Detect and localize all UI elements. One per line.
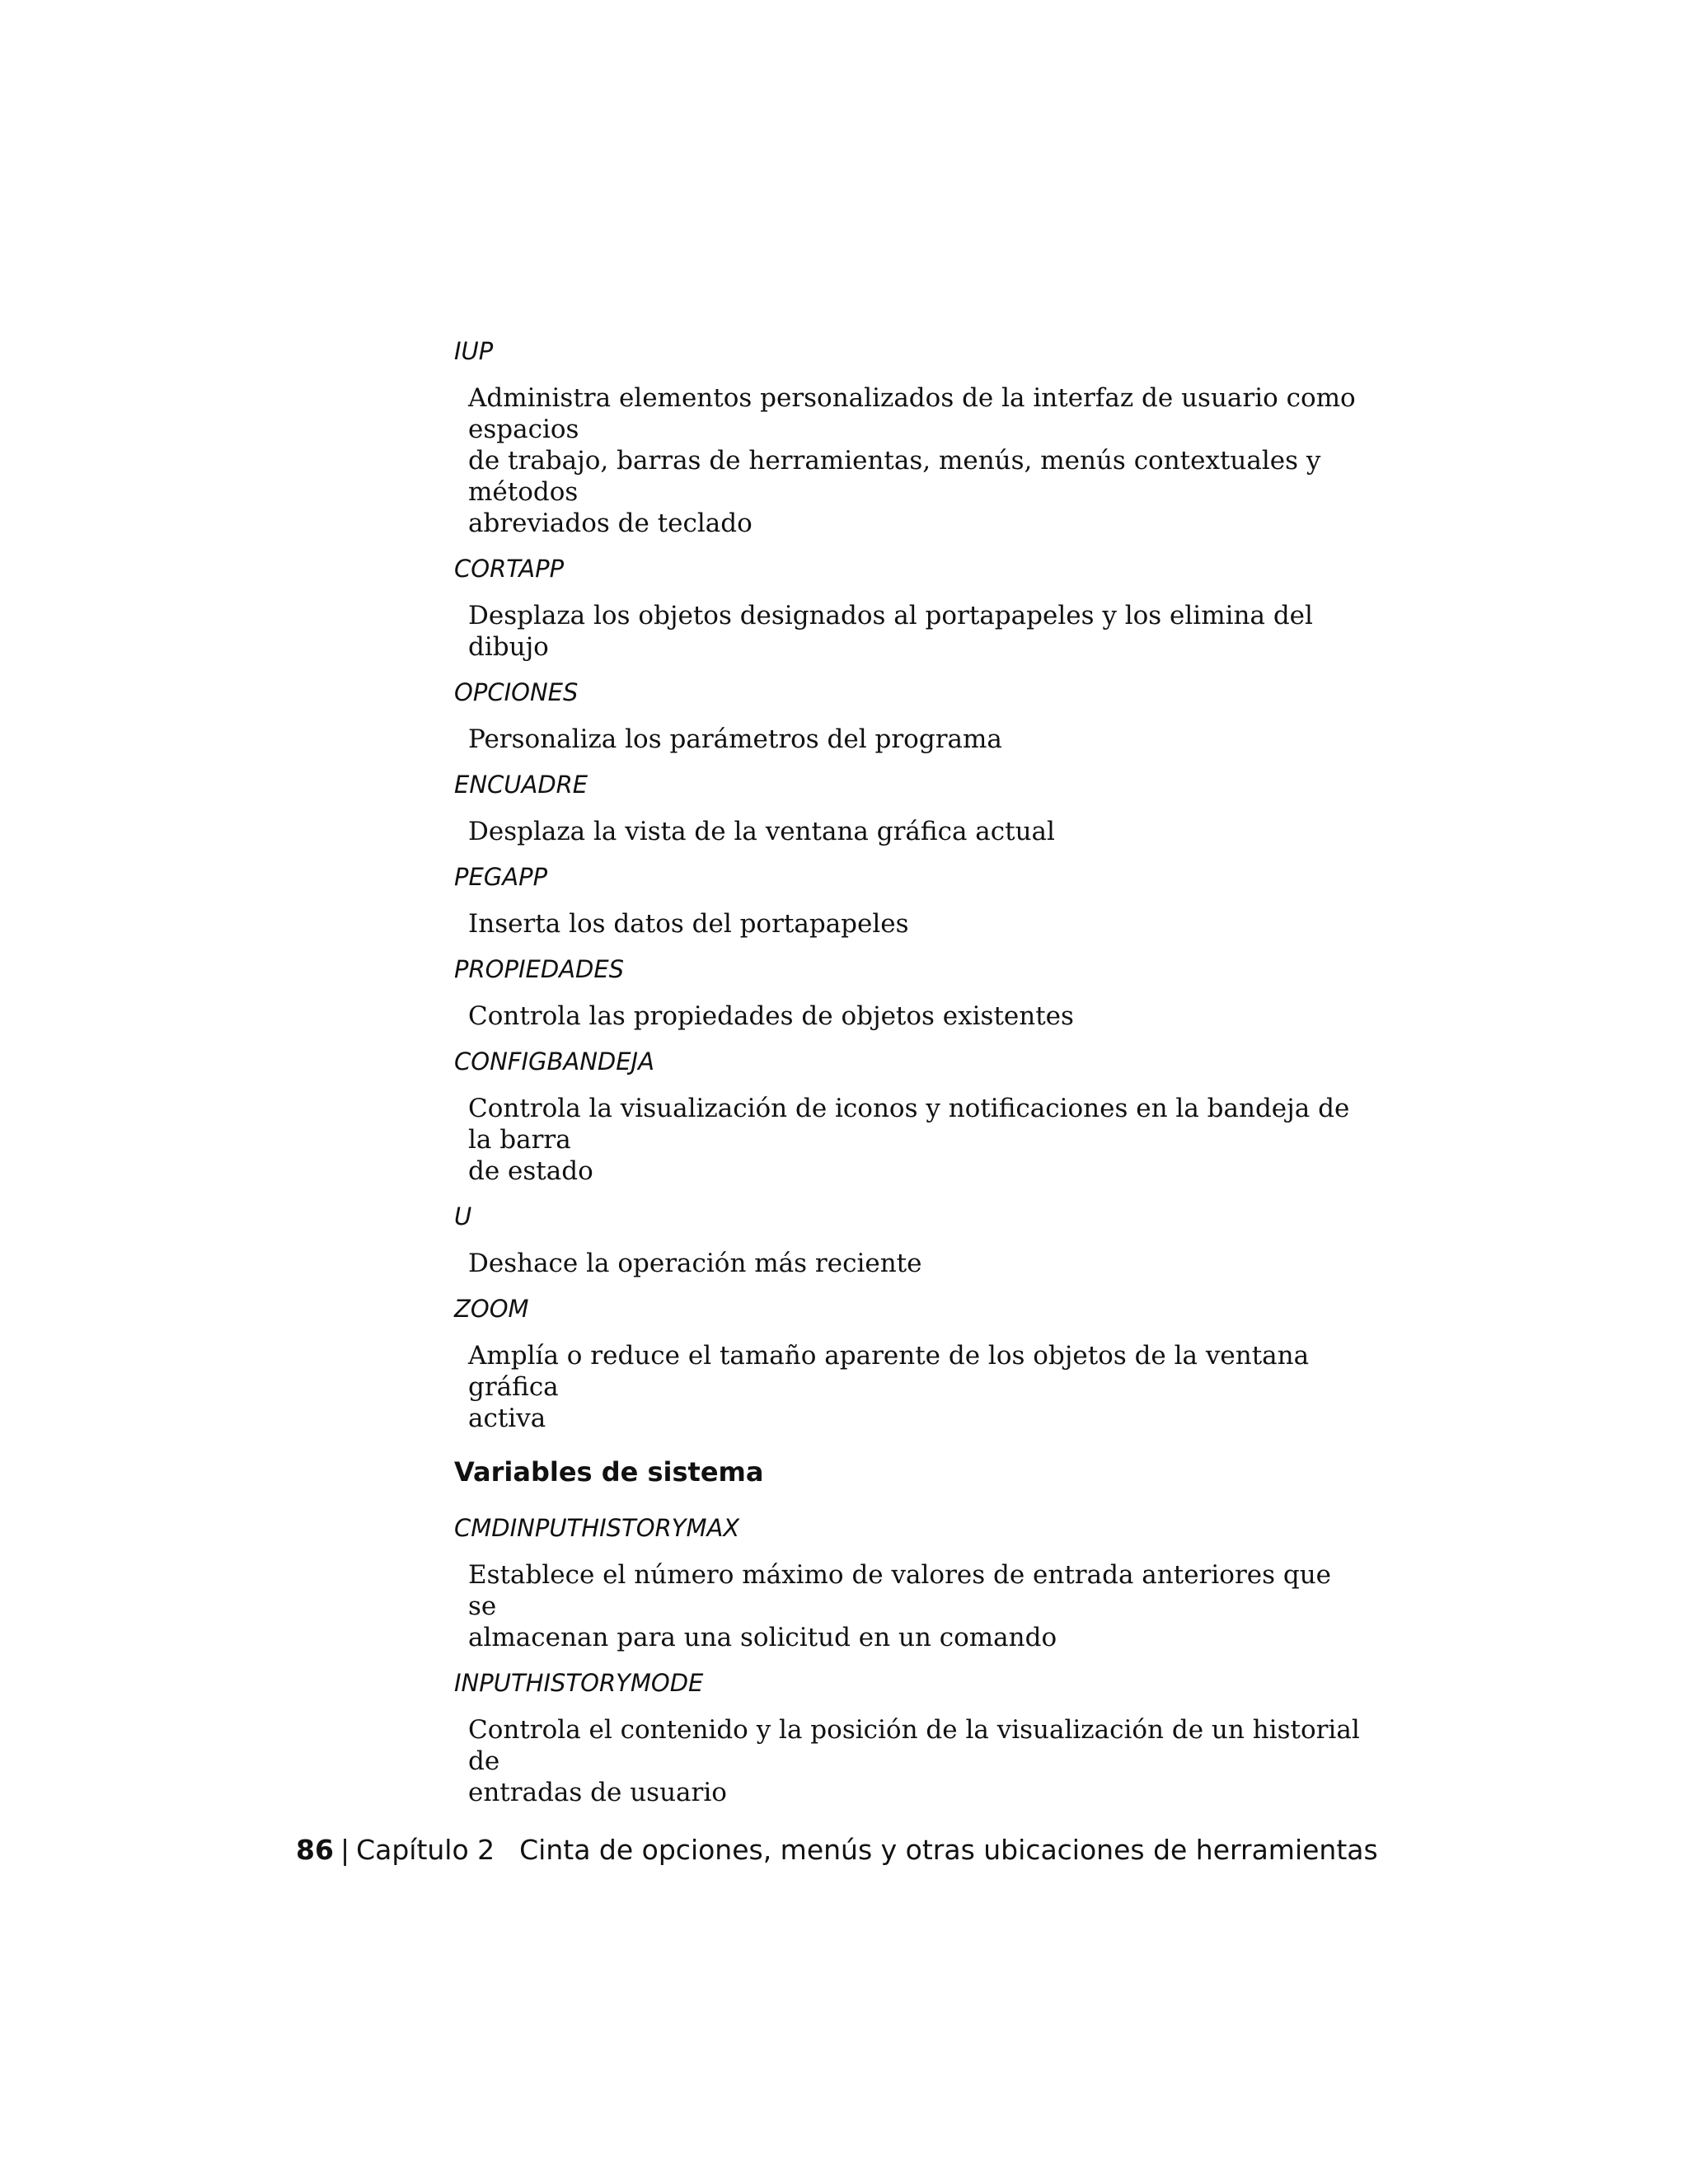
- definition-entry: [454, 862, 1361, 940]
- footer-separator: |: [340, 1834, 350, 1866]
- section-heading-system-variables: Variables de sistema: [454, 1456, 764, 1488]
- description-line: Amplía o reduce el tamaño aparente de los objetos de la ventana gráfica: [468, 1341, 1310, 1402]
- entry-description: [468, 1093, 1361, 1187]
- description-line: de trabajo, barras de herramientas, menús, menús contextuales y métodos: [468, 446, 1321, 507]
- entry-description: [468, 1248, 1361, 1279]
- footer-chapter: Capítulo 2: [356, 1834, 495, 1866]
- description-line: almacenan para una solicitud en un comando: [468, 1623, 1057, 1652]
- description-line: Desplaza la vista de la ventana gráfica actual: [468, 817, 1055, 846]
- entry-term: IUP: [454, 337, 494, 365]
- description-line: Administra elementos personalizados de la interfaz de usuario como espacios: [468, 383, 1356, 444]
- entry-term: U: [454, 1202, 472, 1230]
- entry-description: [468, 816, 1361, 847]
- page-content: [454, 336, 1361, 1823]
- page-footer: [296, 1834, 1378, 1867]
- entry-description: [468, 1559, 1361, 1653]
- description-line: Controla la visualización de iconos y notificaciones en la bandeja de la barra: [468, 1094, 1350, 1155]
- description-line: Personaliza los parámetros del programa: [468, 724, 1002, 754]
- description-line: Establece el número máximo de valores de entrada anteriores que se: [468, 1560, 1332, 1621]
- entry-term: ZOOM: [454, 1295, 529, 1323]
- definition-entry: [454, 770, 1361, 847]
- description-line: Desplaza los objetos designados al portapapeles y los elimina del dibujo: [468, 601, 1313, 662]
- page-number: 86: [296, 1834, 334, 1866]
- definition-entry: [454, 554, 1361, 663]
- description-line: entradas de usuario: [468, 1778, 727, 1807]
- definition-entry: [454, 1202, 1361, 1279]
- commands-list: [454, 336, 1361, 1434]
- entry-description: [468, 1001, 1361, 1032]
- description-line: Controla el contenido y la posición de la visualización de un historial de: [468, 1715, 1360, 1776]
- footer-chapter-title: Cinta de opciones, menús y otras ubicaciones de herramientas: [519, 1834, 1378, 1866]
- description-line: abreviados de teclado: [468, 509, 753, 538]
- entry-term: ENCUADRE: [454, 771, 588, 799]
- system-variables-list: [454, 1513, 1361, 1808]
- definition-entry: [454, 1668, 1361, 1808]
- description-line: Deshace la operación más reciente: [468, 1249, 922, 1278]
- definition-entry: [454, 1047, 1361, 1187]
- description-line: activa: [468, 1404, 546, 1433]
- description-line: Controla las propiedades de objetos existentes: [468, 1001, 1074, 1031]
- entry-term: CONFIGBANDEJA: [454, 1047, 654, 1076]
- definition-entry: [454, 336, 1361, 539]
- entry-term: PROPIEDADES: [454, 955, 625, 983]
- entry-term: CORTAPP: [454, 555, 565, 583]
- entry-term: PEGAPP: [454, 863, 548, 891]
- entry-term: OPCIONES: [454, 678, 579, 706]
- definition-entry: [454, 1513, 1361, 1653]
- entry-description: [468, 1340, 1361, 1434]
- entry-description: [468, 600, 1361, 663]
- entry-description: [468, 724, 1361, 755]
- entry-description: [468, 1714, 1361, 1808]
- entry-term: CMDINPUTHISTORYMAX: [454, 1514, 740, 1542]
- definition-entry: [454, 1294, 1361, 1434]
- definition-entry: [454, 954, 1361, 1032]
- description-line: de estado: [468, 1156, 593, 1186]
- definition-entry: [454, 677, 1361, 755]
- entry-description: [468, 908, 1361, 940]
- description-line: Inserta los datos del portapapeles: [468, 909, 909, 939]
- entry-description: [468, 382, 1361, 539]
- entry-term: INPUTHISTORYMODE: [454, 1669, 704, 1697]
